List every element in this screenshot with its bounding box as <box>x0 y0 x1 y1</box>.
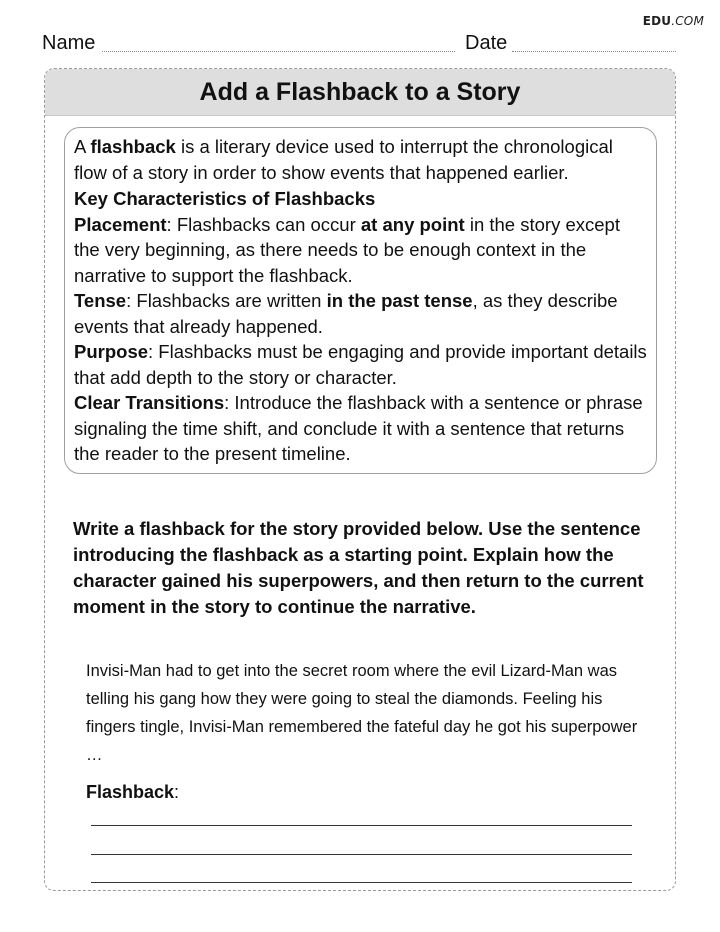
date-label: Date <box>465 32 508 54</box>
flashback-label: Flashback: <box>86 782 180 802</box>
worksheet-title: Add a Flashback to a Story <box>45 69 675 116</box>
story-excerpt: Invisi-Man had to get into the secret room where the evil Lizard-Man was telling his gang how they were going to steal the diamonds. Feeling his fingers tingle, Invisi-Man remembered the fateful day he got his superpower … <box>86 662 638 764</box>
date-field[interactable] <box>512 51 676 52</box>
name-label: Name <box>42 32 96 54</box>
name-field[interactable] <box>102 51 455 52</box>
info-box <box>64 127 657 474</box>
answer-line-3[interactable] <box>91 882 632 883</box>
name-date-header <box>42 32 676 54</box>
flashback-term: flashback <box>90 136 176 157</box>
characteristics-heading: Key Characteristics of Flashbacks <box>74 188 376 209</box>
instructions: Write a flashback for the story provided below. Use the sentence introducing the flashback as a starting point. Explain how the character gained his superpowers, and then return to the current moment in the story to continue the narrative. <box>73 518 644 617</box>
worksheet-card <box>44 68 676 891</box>
placement-item: Placement: Flashbacks can occur at any point in the story except the very beginning, as there needs to be enough context in the narrative to support the flashback. <box>74 213 620 286</box>
answer-line-1[interactable] <box>91 825 632 826</box>
edu-com-logo: EDU.COM <box>642 14 704 28</box>
transitions-item: Clear Transitions: Introduce the flashback with a sentence or phrase signaling the time shift, and conclude it with a sentence that returns the reader to the present timeline. <box>74 392 643 464</box>
answer-line-2[interactable] <box>91 854 632 855</box>
definition-text: A flashback is a literary device used to interrupt the chronological flow of a story in order to show events that happened earlier. <box>74 136 613 183</box>
tense-item: Tense: Flashbacks are written in the past tense, as they describe events that already happened. <box>74 290 618 337</box>
purpose-item: Purpose: Flashbacks must be engaging and provide important details that add depth to the story or character. <box>74 341 647 388</box>
